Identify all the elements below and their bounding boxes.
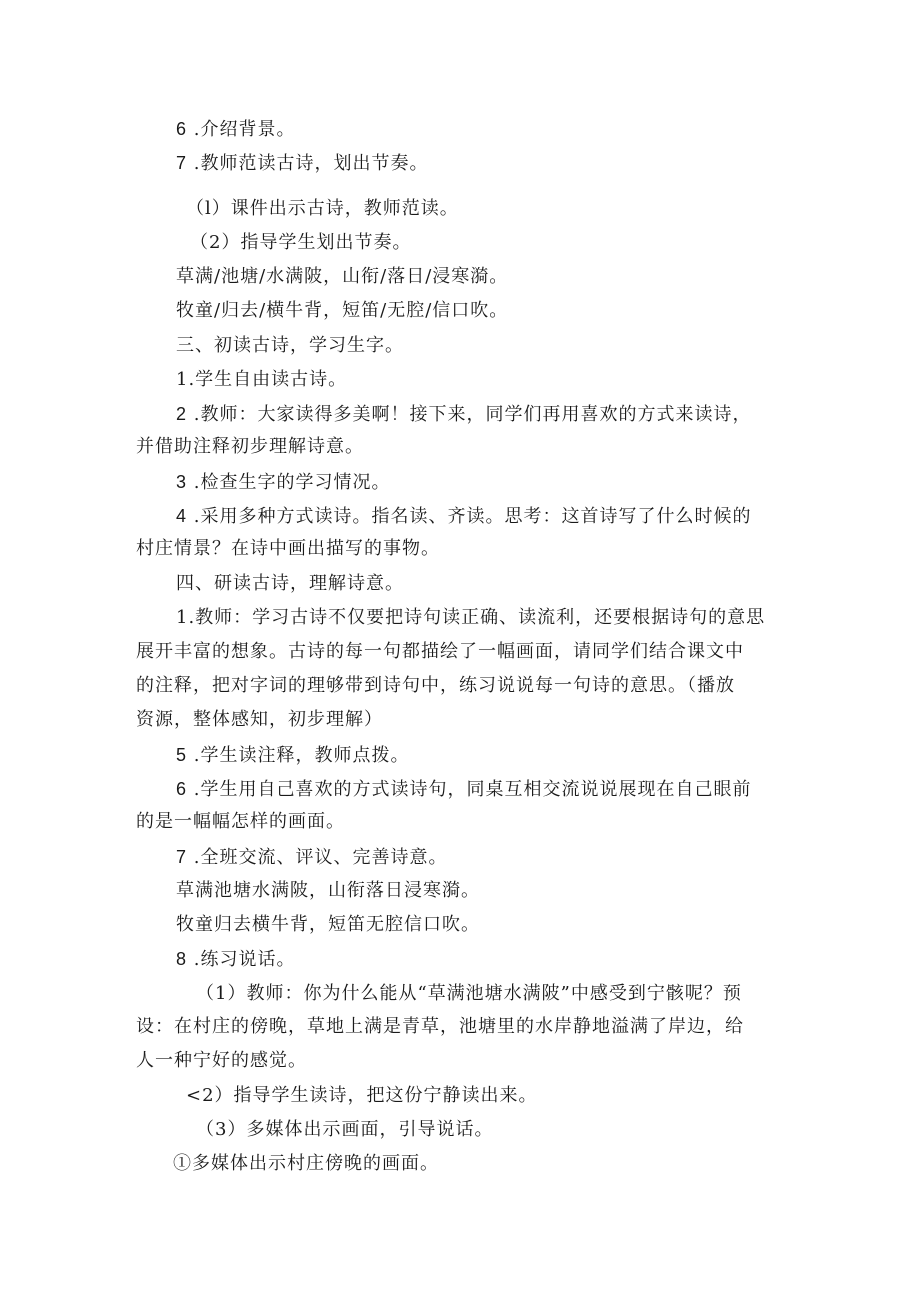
item-number: 7 [176, 847, 188, 867]
line-text: <2）指导学生读诗，把这份宁静读出来。 [186, 1085, 538, 1106]
line-text: 人一种宁好的感觉。 [136, 1050, 307, 1071]
line-text: .练习说话。 [187, 949, 296, 970]
text-line [186, 1085, 538, 1107]
line-text: .检查生字的学习情况。 [187, 472, 391, 493]
text-line [176, 118, 295, 141]
line-text: .全班交流、评议、完善诗意。 [187, 847, 448, 868]
line-text: 1.学生自由读古诗。 [176, 369, 348, 390]
text-line [186, 198, 459, 220]
text-line [136, 436, 364, 458]
text-line [173, 1153, 439, 1175]
text-line [190, 232, 411, 254]
section-heading [176, 573, 404, 595]
text-line [176, 744, 409, 767]
item-number: 6 [176, 779, 188, 799]
text-line [176, 300, 508, 322]
line-text: （3）多媒体出示画面，引导说话。 [196, 1119, 494, 1140]
line-text: 村庄情景？在诗中画出描写的事物。 [136, 538, 440, 559]
line-text: （2）指导学生划出节奏。 [190, 232, 412, 253]
text-line [176, 403, 751, 426]
line-text: 的是一幅幅怎样的画面。 [136, 811, 345, 832]
text-line [176, 778, 751, 801]
item-number: 5 [176, 745, 188, 765]
line-text: .介绍背景。 [187, 119, 296, 140]
text-line [176, 152, 428, 175]
text-line [136, 1016, 744, 1038]
line-text: .教师：大家读得多美啊！接下来，同学们再用喜欢的方式来读诗， [187, 404, 752, 425]
text-line [176, 471, 390, 494]
line-text: （1）教师：你为什么能从“草满池塘水满陂”中感受到宁骸呢？预 [196, 983, 742, 1004]
item-number: 6 [176, 119, 188, 139]
line-text: 资源，整体感知，初步理解） [136, 709, 383, 730]
text-line [176, 846, 447, 869]
text-line [196, 983, 742, 1005]
line-text: 设：在村庄的傍晚，草地上满是青草，池塘里的水岸静地溢满了岸边，给 [136, 1016, 744, 1037]
section-heading [176, 335, 404, 357]
text-line [136, 538, 440, 560]
item-number: 7 [176, 153, 188, 173]
text-line [136, 675, 735, 697]
item-number: 3 [176, 472, 188, 492]
line-text: 草满/池塘/水满陂，山衔/落日/浸寒漪。 [176, 266, 509, 287]
line-text: 牧童/归去/横牛背，短笛/无腔/信口吹。 [176, 300, 509, 321]
text-line [176, 948, 295, 971]
text-line [176, 505, 751, 528]
line-text: .学生读注释，教师点拨。 [187, 745, 410, 766]
line-text: 展开丰富的想象。古诗的每一句都描绘了一幅画面，请同学们结合课文中 [136, 641, 744, 662]
text-line [136, 709, 383, 731]
item-number: 2 [176, 404, 188, 424]
line-text: 三、初读古诗，学习生字。 [176, 335, 404, 356]
item-number: 8 [176, 949, 188, 969]
line-text: 的注释，把对字词的理够带到诗句中，练习说说每一句诗的意思。（播放 [136, 675, 735, 696]
line-text: .采用多种方式读诗。指名读、齐读。思考：这首诗写了什么时候的 [187, 506, 752, 527]
text-line [136, 641, 744, 663]
line-text: 1.教师：学习古诗不仅要把诗句读正确、读流利，还要根据诗句的意思 [176, 607, 766, 628]
text-line [176, 607, 765, 629]
text-line [136, 811, 345, 833]
line-text: .教师范读古诗，划出节奏。 [187, 153, 429, 174]
text-line [176, 266, 508, 288]
text-line [176, 369, 347, 391]
line-text: 草满池塘水满陂，山衔落日浸寒漪。 [176, 880, 480, 901]
line-text: 四、研读古诗，理解诗意。 [176, 573, 404, 594]
line-text: 牧童归去横牛背，短笛无腔信口吹。 [176, 914, 480, 935]
line-text: ①多媒体出示村庄傍晚的画面。 [173, 1153, 439, 1174]
text-line [176, 914, 480, 936]
line-text: .学生用自己喜欢的方式读诗句，同桌互相交流说说展现在自己眼前 [187, 779, 752, 800]
line-text: （l）课件出示古诗，教师范读。 [186, 198, 459, 219]
item-number: 4 [176, 506, 188, 526]
text-line [196, 1119, 493, 1141]
line-text: 并借助注释初步理解诗意。 [136, 436, 364, 457]
text-line [136, 1050, 307, 1072]
text-line [176, 880, 480, 902]
